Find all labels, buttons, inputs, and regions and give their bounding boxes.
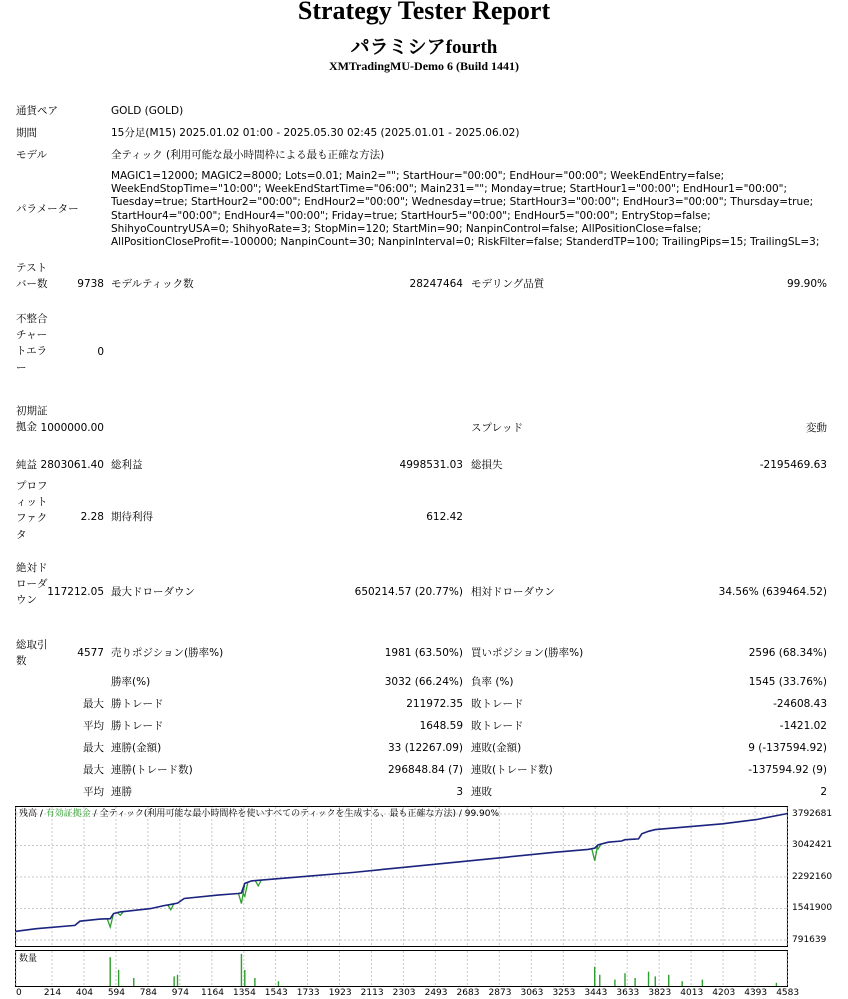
x-tick-label-12: 2303 [392,988,416,998]
expert-name: パラミシアfourth [350,37,498,58]
average-win-label: 勝トレード [111,720,164,732]
x-tick-label-24: 4583 [776,988,800,998]
report-title: Strategy Tester Report [297,0,551,25]
max-drawdown-label: 最大ドローダウン [111,586,195,598]
relative-drawdown-value: 34.56% (639464.52) [718,586,827,598]
y-tick-label-1: 1541900 [792,903,833,914]
y-tick-label-4: 3792681 [792,809,833,819]
x-tick-label-21: 4013 [680,988,704,998]
expected-payoff-value: 612.42 [426,511,463,523]
mismatch-value: 0 [97,346,104,358]
profit-factor-label: プロフィットファクタ [16,480,48,541]
total-trades-value: 4577 [77,647,104,659]
legend-model: 全ティック(利用可能な最小時間枠を使いすべてのティックを生成する、最も正確な方法) [99,809,456,819]
net-label: 純益 [16,459,37,471]
gross-profit-value: 4998531.03 [399,459,463,471]
x-tick-label-15: 2873 [488,988,512,998]
x-tick-label-4: 784 [139,988,157,998]
average-loss-label: 敗トレード [471,720,524,732]
quality-value: 99.90% [786,278,827,290]
model-value: 全ティック (利用可能な最小時間枠による最も正確な方法) [111,149,385,161]
largest-win-label: 勝トレード [111,698,164,710]
symbol-label: 通貨ペア [16,105,58,117]
spread-label: スプレッド [471,422,523,434]
deposit-value: 1000000.00 [40,422,104,434]
largest-win-value: 211972.35 [406,698,463,710]
average-consecutive-wins-value: 3 [456,786,463,798]
relative-drawdown-label: 相対ドローダウン [471,586,555,598]
x-tick-label-10: 1923 [328,988,352,998]
x-tick-label-19: 3633 [616,988,640,998]
gross-loss-label: 総損失 [471,459,503,471]
chart-legend [19,809,499,820]
max-consecutive-loss-label: 連敗(トレード数) [471,764,553,776]
absolute-drawdown-label: 絶対ドローダウン [16,562,48,607]
loss-rate-label: 負率 (%) [471,676,514,688]
mismatch-label: 不整合チャートエラー [16,313,48,374]
balance-chart [14,806,834,996]
legend-equity: 有効証拠金 [45,809,91,819]
period-value: 15分足(M15) 2025.01.02 01:00 - 2025.05.30 02:45 (2025.01.01 - 2025.06.02) [111,127,520,139]
y-tick-label-0: 791639 [792,935,827,945]
x-tick-label-7: 1354 [232,988,256,998]
x-tick-label-20: 3823 [648,988,672,998]
largest-loss-value: -24608.43 [773,698,827,710]
ticks-value: 28247464 [409,278,463,290]
legend-sep-2: / [90,809,100,819]
x-tick-label-16: 3063 [520,988,544,998]
symbol-value: GOLD (GOLD) [111,105,184,117]
x-tick-label-5: 974 [171,988,189,998]
bars-label: テストバー数 [16,262,48,291]
net-value: 2803061.40 [40,459,104,471]
y-tick-label-3: 3042421 [792,840,833,851]
max-consecutive-count-label: 最大 [83,764,104,776]
deposit-label: 初期証拠金 [16,405,48,434]
max-consecutive-profit-value: 296848.84 (7) [388,764,463,776]
x-tick-label-1: 214 [43,988,62,998]
x-tick-label-2: 404 [75,988,94,998]
x-tick-label-3: 594 [107,988,126,998]
average-consecutive-wins-label: 連勝 [111,786,132,798]
max-consecutive-wins-value: 33 (12267.09) [388,742,463,754]
gross-loss-value: -2195469.63 [759,459,827,471]
short-positions-value: 1981 (63.50%) [384,647,463,659]
gross-profit-label: 総利益 [111,459,143,471]
legend-sep-1: / [37,809,46,819]
x-tick-label-6: 1164 [201,988,224,998]
quality-label: モデリング品質 [471,278,545,290]
average-label: 平均 [83,720,104,732]
average-loss-value: -1421.02 [779,720,827,732]
parameters-value: MAGIC1=12000; MAGIC2=8000; Lots=0.01; Main2=""; StartHour="00:00"; EndHour="00:00"; WeekEndEntry=false; WeekEndStopTime="10:00"; WeekEndStartTime="06:00"; Main231=""; Monday=true; StartHour1="00:00"; EndHour1="00:00"; Tuesday=true; StartHour2="00:00"; EndHour2="00:00"; Wednesday=true; StartHour3="00:00"; EndHour3="00:00"; Thursday=true; StartHour4="00:00"; EndHour4="00:00"; Friday=true; StartHour5="00:00"; EndHour5="00:00"; EntryStop=false; ShihyoCountryUSA=0; ShihyoRate=3; StopMin=120; StartMin=90; NanpinControl=false; AllPositionClose=false; AllPositionCloseProfit=-100000; NanpinCount=30; NanpinInterval=0; RiskFilter=false; StanderdTP=100; TrailingPips=15; TrailingSL=3; [111,170,820,249]
expected-payoff-label: 期待利得 [111,511,153,523]
average-win-value: 1648.59 [419,720,463,732]
win-rate-label: 勝率(%) [111,676,151,688]
parameters-label: パラメーター [16,203,79,215]
spread-value: 変動 [806,422,827,434]
server-build: XMTradingMU-Demo 6 (Build 1441) [328,59,520,73]
x-tick-label-11: 2113 [360,988,384,998]
average-consecutive-label: 平均 [83,786,104,798]
long-positions-label: 買いポジション(勝率%) [471,647,584,659]
win-rate-value: 3032 (66.24%) [384,676,463,688]
max-consecutive-losses-label: 連敗(金額) [471,742,522,754]
max-consecutive-profit-label: 連勝(トレード数) [111,764,193,776]
balance-chart-canvas [14,806,834,996]
loss-rate-value: 1545 (33.76%) [748,676,827,688]
largest-label: 最大 [83,698,104,710]
max-drawdown-value: 650214.57 (20.77%) [354,586,463,598]
profit-factor-value: 2.28 [80,511,104,523]
x-tick-label-22: 4203 [712,988,736,998]
ticks-label: モデルティック数 [111,278,194,290]
model-label: モデル [16,149,47,161]
max-consecutive-losses-value: 9 (-137594.92) [748,742,827,754]
x-tick-label-8: 1543 [264,988,288,998]
x-tick-label-14: 2683 [456,988,480,998]
period-label: 期間 [16,127,37,139]
x-tick-label-13: 2493 [424,988,448,998]
absolute-drawdown-value: 117212.05 [47,586,104,598]
volume-label: 数量 [19,954,38,964]
max-consecutive-wins-label: 連勝(金額) [111,742,162,754]
largest-loss-label: 敗トレード [471,698,524,710]
volume-plot-frame [16,951,788,987]
legend-quality: / 99.90% [455,809,500,819]
max-consecutive-loss-value: -137594.92 (9) [748,764,827,776]
long-positions-value: 2596 (68.34%) [748,647,827,659]
bars-value: 9738 [77,278,104,290]
x-tick-label-0: 0 [16,988,22,998]
short-positions-label: 売りポジション(勝率%) [111,647,224,659]
total-trades-label: 総取引数 [16,639,48,668]
average-consecutive-losses-value: 2 [820,786,827,798]
legend-balance: 残高 [19,809,38,819]
x-tick-label-9: 1733 [296,988,320,998]
y-tick-label-2: 2292160 [792,872,833,882]
x-tick-label-23: 4393 [744,988,768,998]
average-consecutive-losses-label: 連敗 [471,786,492,798]
x-tick-label-18: 3443 [584,988,608,998]
max-consecutive-label: 最大 [83,742,104,754]
x-tick-label-17: 3253 [552,988,576,998]
